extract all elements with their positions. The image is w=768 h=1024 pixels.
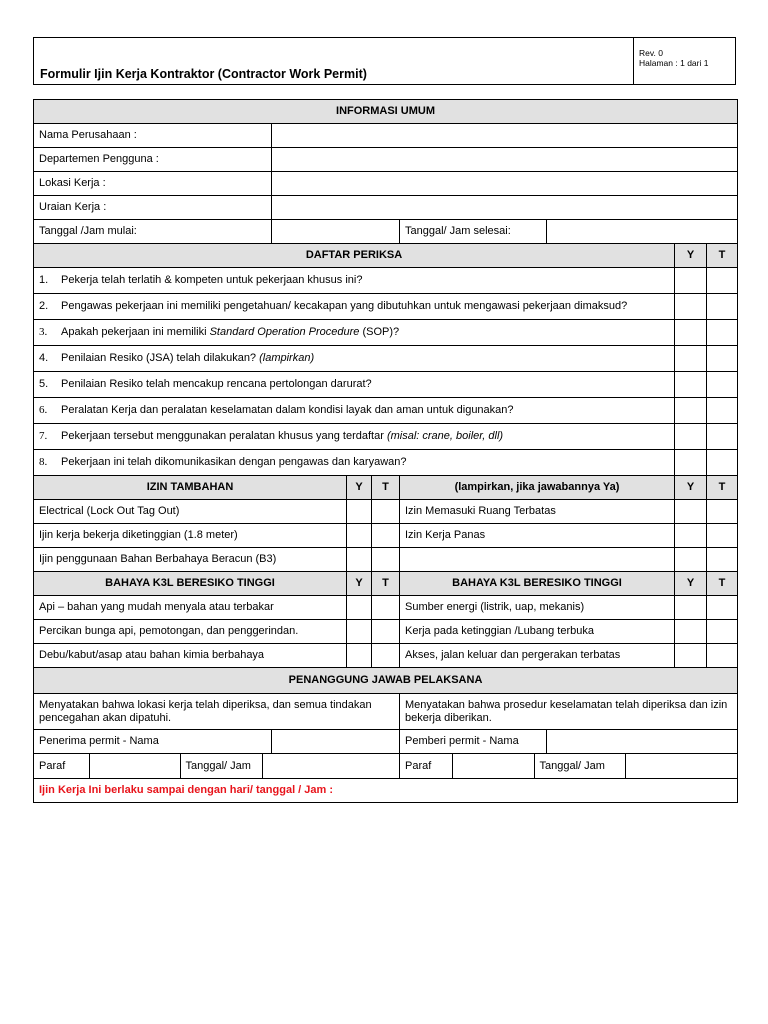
tanggal-selesai-label: Tanggal/ Jam selesai: <box>400 220 547 244</box>
checklist-t-cell[interactable] <box>707 450 738 476</box>
tanggal-selesai-field[interactable] <box>547 220 738 244</box>
izin-t-cell[interactable] <box>707 524 738 548</box>
permit-form-table <box>33 99 738 803</box>
checklist-item: 3. Apakah pekerjaan ini memiliki Standard Operation Procedure (SOP)? <box>34 320 675 346</box>
izin-tambahan-note: (lampirkan, jika jawabannya Ya) <box>400 476 675 500</box>
checklist-item: 5. Penilaian Resiko telah mencakup rencana pertolongan darurat? <box>34 372 675 398</box>
uraian-kerja-field[interactable] <box>272 196 738 220</box>
checklist-t-cell[interactable] <box>707 268 738 294</box>
uraian-kerja-label: Uraian Kerja : <box>34 196 272 220</box>
izin-t-cell[interactable] <box>707 548 738 572</box>
penerima-nama-field[interactable] <box>272 730 400 754</box>
lokasi-kerja-label: Lokasi Kerja : <box>34 172 272 196</box>
pemberi-sign-table <box>400 754 737 778</box>
checklist-t-cell[interactable] <box>707 398 738 424</box>
section-bahaya-left: BAHAYA K3L BERESIKO TINGGI <box>34 572 347 596</box>
y-column-header: Y <box>675 476 707 500</box>
izin-y-cell[interactable] <box>675 548 707 572</box>
form-header <box>33 37 736 85</box>
izin-item: Ijin kerja bekerja diketinggian (1.8 meter) <box>34 524 347 548</box>
validity-statement[interactable]: Ijin Kerja Ini berlaku sampai dengan hari/ tanggal / Jam : <box>34 779 738 803</box>
departemen-label: Departemen Pengguna : <box>34 148 272 172</box>
izin-item-empty <box>400 548 675 572</box>
y-column-header: Y <box>675 572 707 596</box>
t-column-header: T <box>372 476 400 500</box>
departemen-field[interactable] <box>272 148 738 172</box>
bahaya-t-cell[interactable] <box>372 620 400 644</box>
bahaya-item: Percikan bunga api, pemotongan, dan penggerindan. <box>34 620 347 644</box>
tanggal-jam-label: Tanggal/ Jam <box>534 754 625 778</box>
izin-y-cell[interactable] <box>347 524 372 548</box>
statement-receiver: Menyatakan bahwa lokasi kerja telah diperiksa, dan semua tindakan pencegahan akan dipatuhi. <box>34 694 400 730</box>
bahaya-y-cell[interactable] <box>347 644 372 668</box>
izin-y-cell[interactable] <box>347 500 372 524</box>
y-column-header: Y <box>675 244 707 268</box>
checklist-y-cell[interactable] <box>675 450 707 476</box>
section-izin-tambahan: IZIN TAMBAHAN <box>34 476 347 500</box>
izin-t-cell[interactable] <box>372 524 400 548</box>
t-column-header: T <box>707 572 738 596</box>
paraf-field[interactable] <box>89 754 180 778</box>
section-bahaya-right: BAHAYA K3L BERESIKO TINGGI <box>400 572 675 596</box>
checklist-t-cell[interactable] <box>707 372 738 398</box>
izin-item: Electrical (Lock Out Tag Out) <box>34 500 347 524</box>
checklist-t-cell[interactable] <box>707 320 738 346</box>
checklist-item: 2. Pengawas pekerjaan ini memiliki pengetahuan/ kecakapan yang dibutuhkan untuk mengawasi pekerjaan dimaksud? <box>34 294 675 320</box>
paraf-label: Paraf <box>400 754 452 778</box>
tanggal-jam-field[interactable] <box>262 754 399 778</box>
izin-item: Ijin penggunaan Bahan Berbahaya Beracun (B3) <box>34 548 347 572</box>
section-informasi-umum: INFORMASI UMUM <box>34 100 738 124</box>
izin-item: Izin Kerja Panas <box>400 524 675 548</box>
izin-y-cell[interactable] <box>347 548 372 572</box>
paraf-label: Paraf <box>34 754 89 778</box>
penerima-sign-table <box>34 754 399 778</box>
checklist-y-cell[interactable] <box>675 294 707 320</box>
y-column-header: Y <box>347 476 372 500</box>
y-column-header: Y <box>347 572 372 596</box>
bahaya-t-cell[interactable] <box>372 644 400 668</box>
checklist-item: 7. Pekerjaan tersebut menggunakan peralatan khusus yang terdaftar (misal: crane, boiler, dll) <box>34 424 675 450</box>
bahaya-item: Kerja pada ketinggian /Lubang terbuka <box>400 620 675 644</box>
izin-t-cell[interactable] <box>372 548 400 572</box>
izin-t-cell[interactable] <box>707 500 738 524</box>
page-label: Halaman : 1 dari 1 <box>639 58 709 68</box>
pemberi-nama-field[interactable] <box>547 730 738 754</box>
tanggal-jam-label: Tanggal/ Jam <box>180 754 262 778</box>
checklist-y-cell[interactable] <box>675 346 707 372</box>
bahaya-y-cell[interactable] <box>675 644 707 668</box>
bahaya-t-cell[interactable] <box>372 596 400 620</box>
checklist-y-cell[interactable] <box>675 424 707 450</box>
revision-cell <box>633 38 736 84</box>
section-daftar-periksa: DAFTAR PERIKSA <box>34 244 675 268</box>
t-column-header: T <box>707 476 738 500</box>
bahaya-y-cell[interactable] <box>675 620 707 644</box>
izin-t-cell[interactable] <box>372 500 400 524</box>
checklist-y-cell[interactable] <box>675 320 707 346</box>
izin-item: Izin Memasuki Ruang Terbatas <box>400 500 675 524</box>
tanggal-mulai-label: Tanggal /Jam mulai: <box>34 220 272 244</box>
bahaya-t-cell[interactable] <box>707 644 738 668</box>
checklist-t-cell[interactable] <box>707 294 738 320</box>
penerima-nama-label: Penerima permit - Nama <box>34 730 272 754</box>
statement-issuer: Menyatakan bahwa prosedur keselamatan telah diperiksa dan izin bekerja diberikan. <box>400 694 738 730</box>
bahaya-item: Api – bahan yang mudah menyala atau terbakar <box>34 596 347 620</box>
pemberi-nama-label: Pemberi permit - Nama <box>400 730 547 754</box>
checklist-item: 1. Pekerja telah terlatih & kompeten untuk pekerjaan khusus ini? <box>34 268 675 294</box>
checklist-y-cell[interactable] <box>675 398 707 424</box>
nama-perusahaan-label: Nama Perusahaan : <box>34 124 272 148</box>
penerima-sign-row <box>34 754 400 779</box>
bahaya-t-cell[interactable] <box>707 596 738 620</box>
nama-perusahaan-field[interactable] <box>272 124 738 148</box>
form-title: Formulir Ijin Kerja Kontraktor (Contractor Work Permit) <box>40 67 367 81</box>
izin-y-cell[interactable] <box>675 500 707 524</box>
revision-label: Rev. 0 <box>639 48 663 58</box>
tanggal-jam-field[interactable] <box>625 754 737 778</box>
checklist-t-cell[interactable] <box>707 346 738 372</box>
bahaya-item: Sumber energi (listrik, uap, mekanis) <box>400 596 675 620</box>
checklist-item: 8. Pekerjaan ini telah dikomunikasikan dengan pengawas dan karyawan? <box>34 450 675 476</box>
izin-y-cell[interactable] <box>675 524 707 548</box>
t-column-header: T <box>707 244 738 268</box>
checklist-item: 6. Peralatan Kerja dan peralatan keselamatan dalam kondisi layak dan aman untuk digunakan? <box>34 398 675 424</box>
pemberi-sign-row <box>400 754 738 779</box>
bahaya-item: Debu/kabut/asap atau bahan kimia berbahaya <box>34 644 347 668</box>
bahaya-t-cell[interactable] <box>707 620 738 644</box>
checklist-y-cell[interactable] <box>675 372 707 398</box>
bahaya-item: Akses, jalan keluar dan pergerakan terbatas <box>400 644 675 668</box>
tanggal-mulai-field[interactable] <box>272 220 400 244</box>
checklist-item: 4. Penilaian Resiko (JSA) telah dilakukan? (lampirkan) <box>34 346 675 372</box>
checklist-t-cell[interactable] <box>707 424 738 450</box>
checklist-y-cell[interactable] <box>675 268 707 294</box>
bahaya-y-cell[interactable] <box>347 620 372 644</box>
section-penanggung-jawab: PENANGGUNG JAWAB PELAKSANA <box>34 668 738 694</box>
lokasi-kerja-field[interactable] <box>272 172 738 196</box>
t-column-header: T <box>372 572 400 596</box>
paraf-field[interactable] <box>452 754 534 778</box>
bahaya-y-cell[interactable] <box>675 596 707 620</box>
bahaya-y-cell[interactable] <box>347 596 372 620</box>
